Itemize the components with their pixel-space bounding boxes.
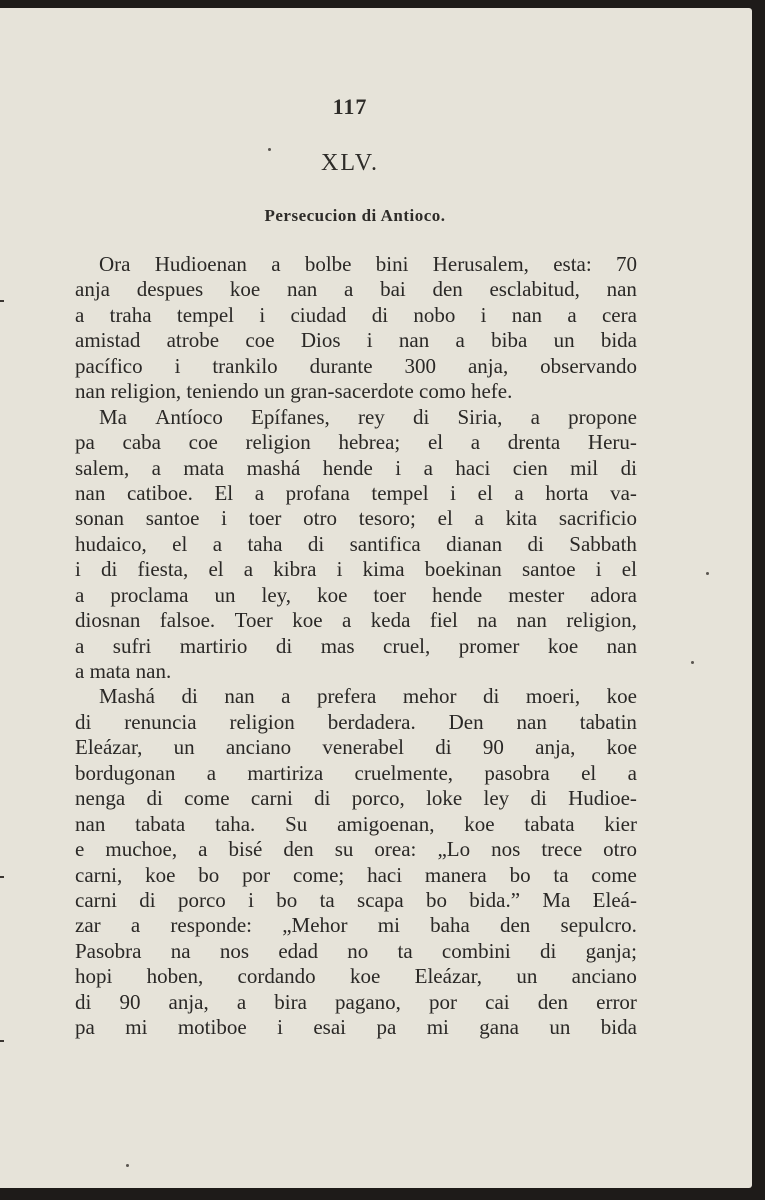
text-line: anja despues koe nan a bai den esclabitud, nan <box>75 277 637 302</box>
speck <box>126 1164 129 1167</box>
text-line: Ma Antíoco Epífanes, rey di Siria, a propone <box>99 404 637 429</box>
text-line: pacífico i trankilo durante 300 anja, observando <box>75 353 637 378</box>
text-line: salem, a mata mashá hende i a haci cien mil di <box>75 455 637 480</box>
text-line: a mata nan. <box>75 659 172 683</box>
text-line: nan religion, teniendo un gran-sacerdote como hefe. <box>75 379 513 404</box>
text-line: hudaico, el a taha di santifica dianan di Sabbath <box>75 531 637 556</box>
text-line: hopi hoben, cordando koe Eleázar, un anciano <box>75 964 637 989</box>
text-line: di 90 anja, a bira pagano, por cai den error <box>75 989 637 1014</box>
text-line: bordugonan a martiriza cruelmente, pasobra el a <box>75 760 637 785</box>
text-line: Ora Hudioenan a bolbe bini Herusalem, esta: 70 <box>99 252 637 276</box>
page-number: 117 <box>332 94 368 119</box>
book-page <box>0 8 752 1188</box>
page-edge-mark <box>0 1040 4 1042</box>
text-line: i di fiesta, el a kibra i kima boekinan santoe i el <box>75 557 637 582</box>
text-line: sonan santoe i toer otro tesoro; el a kita sacrificio <box>75 506 637 531</box>
text-line: amistad atrobe coe Dios i nan a biba un bida <box>75 328 637 353</box>
text-line: a traha tempel i ciudad di nobo i nan a cera <box>75 302 637 327</box>
body-text <box>75 252 637 1041</box>
text-line: Pasobra na nos edad no ta combini di ganja; <box>75 938 637 963</box>
text-line: e muchoe, a bisé den su orea: „Lo nos trece otro <box>75 837 637 862</box>
text-line: carni di porco i bo ta scapa bo bida.” Ma Eleá- <box>75 887 637 912</box>
text-line: di renuncia religion berdadera. Den nan tabatin <box>75 709 637 734</box>
page-edge-mark <box>0 876 4 878</box>
text-line: nenga di come carni di porco, loke ley di Hudioe- <box>75 786 637 811</box>
text-line: zar a responde: „Mehor mi baha den sepulcro. <box>75 913 637 938</box>
text-line: diosnan falsoe. Toer koe a keda fiel na nan religion, <box>75 608 637 633</box>
text-line: a sufri martirio di mas cruel, promer koe nan <box>75 633 637 658</box>
text-line: nan tabata taha. Su amigoenan, koe tabata kier <box>75 811 637 836</box>
text-line: carni, koe bo por come; haci manera bo ta come <box>75 862 637 887</box>
text-line: nan catiboe. El a profana tempel i el a horta va- <box>75 480 637 505</box>
section-subtitle: Persecucion di Antioco. <box>264 206 446 225</box>
speck <box>268 148 271 151</box>
speck <box>691 661 694 664</box>
page-edge-mark <box>0 300 4 302</box>
text-line: Mashá di nan a prefera mehor di moeri, koe <box>99 684 637 709</box>
text-line: Eleázar, un anciano venerabel di 90 anja, koe <box>75 735 637 760</box>
chapter-heading: XLV. <box>320 150 380 176</box>
text-line: a proclama un ley, koe toer hende mester adora <box>75 582 637 607</box>
text-line: pa mi motiboe i esai pa mi gana un bida <box>75 1015 637 1040</box>
text-line: pa caba coe religion hebrea; el a drenta Heru- <box>75 430 637 455</box>
speck <box>706 572 709 575</box>
